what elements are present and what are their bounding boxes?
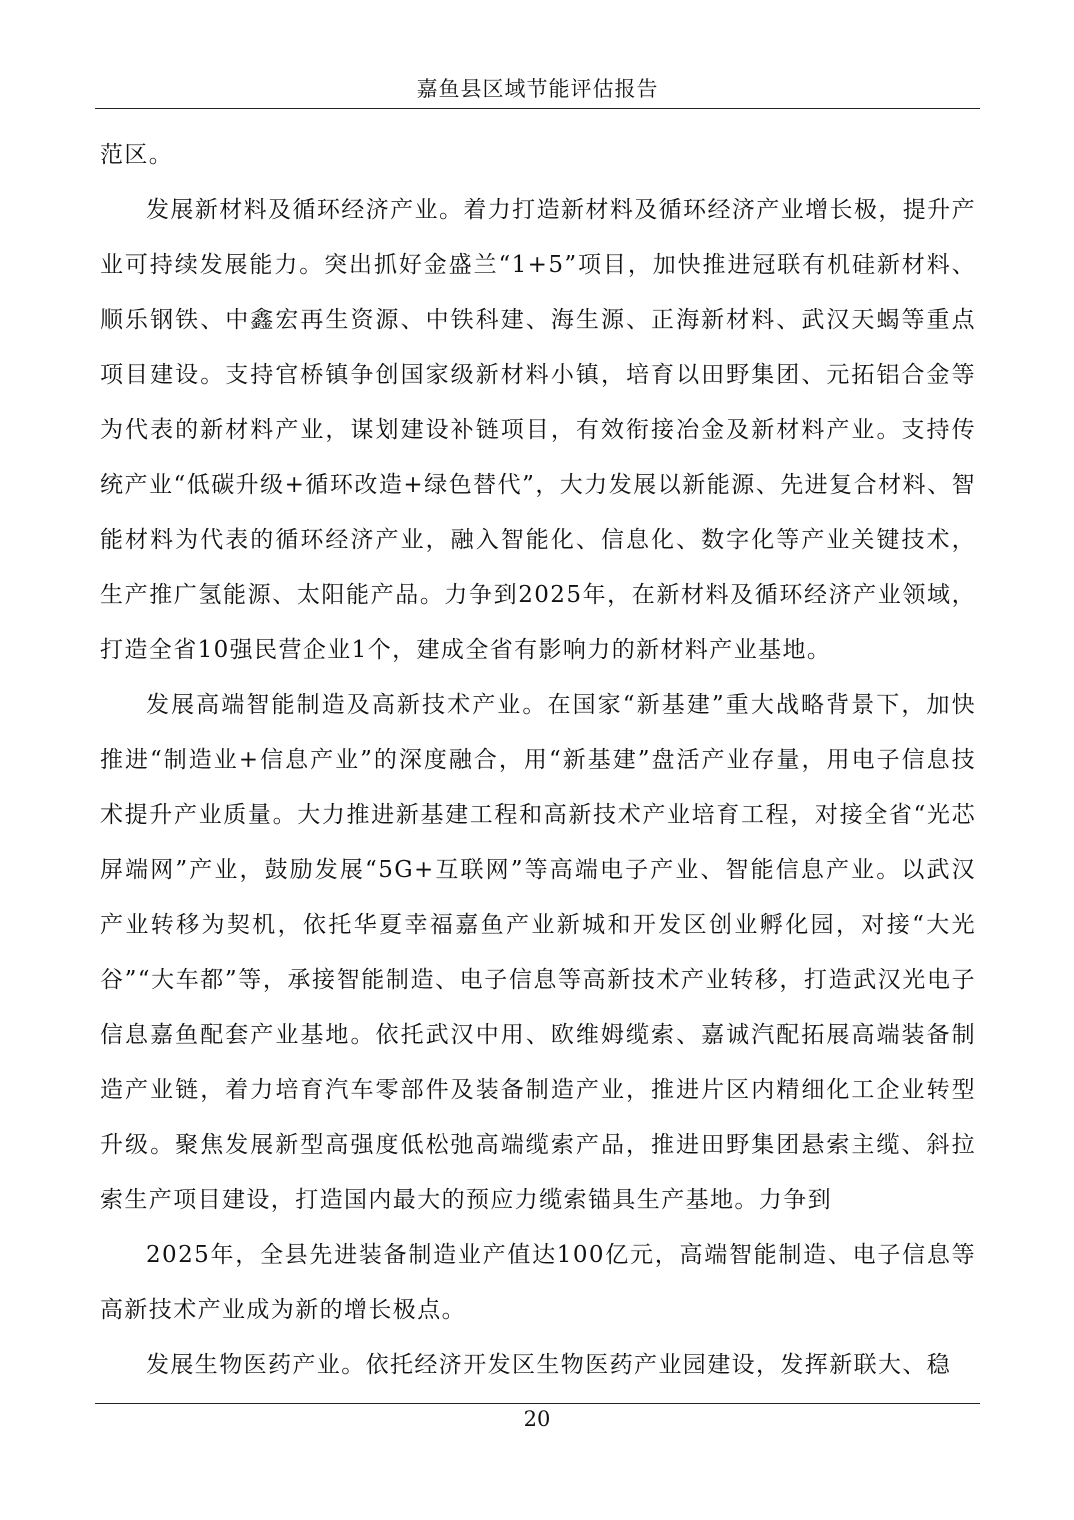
paragraph-new-materials: 发展新材料及循环经济产业。着力打造新材料及循环经济产业增长极，提升产业可持续发展能力。突出抓好金盛兰“1+5”项目，加快推进冠联有机硅新材料、顺乐钢铁、中鑫宏再生资源、中铁科建、海生源、正海新材料、武汉天蝎等重点项目建设。支持官桥镇争创国家级新材料小镇，培育以田野集团、元拓铝合金等为代表的新材料产业，谋划建设补链项目，有效衔接冶金及新材料产业。支持传统产业“低碳升级+循环改造+绿色替代”，大力发展以新能源、先进复合材料、智能材料为代表的循环经济产业，融入智能化、信息化、数字化等产业关键技术，生产推广氢能源、太阳能产品。力争到2025年，在新材料及循环经济产业领域，打造全省10强民营企业1个，建成全省有影响力的新材料产业基地。 bbox=[100, 197, 976, 663]
body-text bbox=[100, 128, 976, 1393]
paragraph-continuation: 范区。 bbox=[100, 142, 174, 168]
page-header bbox=[95, 76, 980, 109]
paragraph-2025-target: 2025年，全县先进装备制造业产值达100亿元，高端智能制造、电子信息等高新技术产业成为新的增长极点。 bbox=[100, 1242, 976, 1323]
header-title: 嘉鱼县区域节能评估报告 bbox=[416, 77, 659, 101]
paragraph-high-end-manufacturing: 发展高端智能制造及高新技术产业。在国家“新基建”重大战略背景下，加快推进“制造业+信息产业”的深度融合，用“新基建”盘活产业存量，用电子信息技术提升产业质量。大力推进新基建工程和高新技术产业培育工程，对接全省“光芯屏端网”产业，鼓励发展“5G+互联网”等高端电子产业、智能信息产业。以武汉产业转移为契机，依托华夏幸福嘉鱼产业新城和开发区创业孵化园，对接“大光谷”“大车都”等，承接智能制造、电子信息等高新技术产业转移，打造武汉光电子信息嘉鱼配套产业基地。依托武汉中用、欧维姆缆索、嘉诚汽配拓展高端装备制造产业链，着力培育汽车零部件及装备制造产业，推进片区内精细化工企业转型升级。聚焦发展新型高强度低松弛高端缆索产品，推进田野集团悬索主缆、斜拉索生产项目建设，打造国内最大的预应力缆索锚具生产基地。力争到 bbox=[100, 692, 976, 1213]
footer-rule bbox=[95, 1403, 980, 1404]
paragraph-biomedicine: 发展生物医药产业。依托经济开发区生物医药产业园建设，发挥新联大、稳 bbox=[146, 1352, 952, 1378]
page-number: 20 bbox=[523, 1407, 551, 1431]
